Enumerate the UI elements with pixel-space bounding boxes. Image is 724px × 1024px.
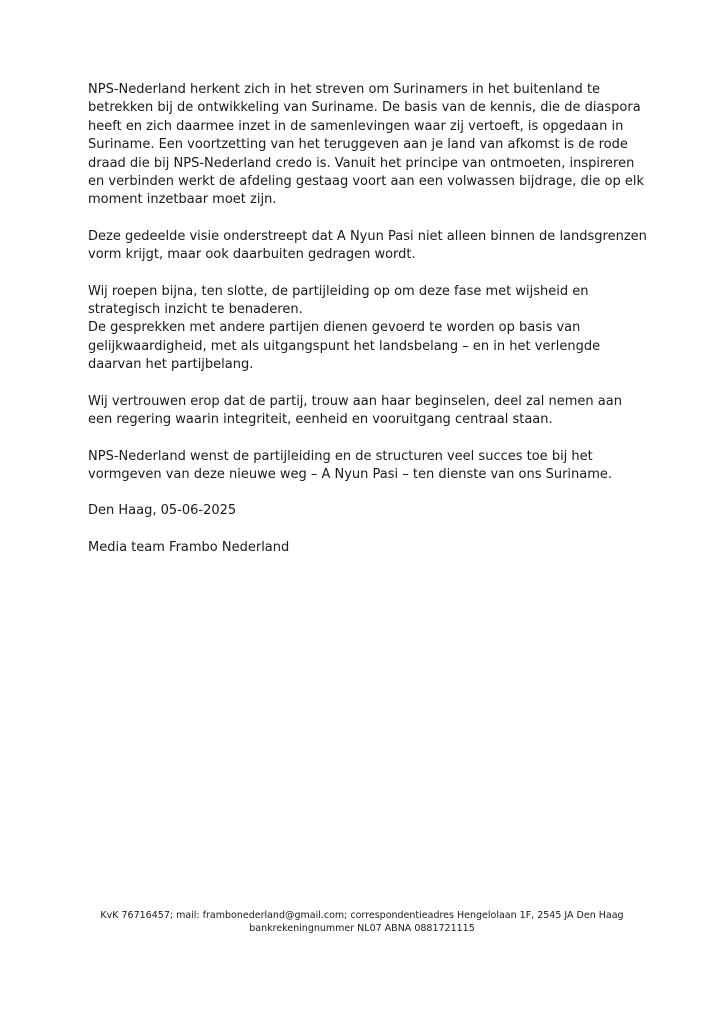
page-footer xyxy=(0,909,724,935)
paragraph-5: Wij vertrouwen erop dat de partij, trouw aan haar beginselen, deel zal nemen aan een regering waarin integriteit, eenheid en vooruitgang centraal staan. xyxy=(88,393,622,428)
place-date: Den Haag, 05-06-2025 xyxy=(88,503,237,519)
paragraph-6: NPS-Nederland wenst de partijleiding en de structuren veel succes toe bij het vormgeven van deze nieuwe weg – A Nyun Pasi – ten dienste van ons Suriname. xyxy=(88,448,613,482)
footer-company-info: KvK 76716457; mail: frambonederland@gmail.com; correspondentieadres Hengelolaan 1F, 2545 JA Den Haag xyxy=(100,910,624,921)
signature: Media team Frambo Nederland xyxy=(88,539,290,555)
document-body xyxy=(88,81,648,557)
paragraph-1: NPS-Nederland herkent zich in het streven om Surinamers in het buitenland te betrekken bij de ontwikkeling van Suriname. De basis van de kennis, die de diaspora heeft en zich daarmee inzet in de samenlevingen waar zij vertoeft, is opgedaan in Suriname. Een voortzetting van het teruggeven aan je land van afkomst is de rode draad die bij NPS-Nederland credo is. Vanuit het principe van ontmoeten, inspireren en verbinden werkt de afdeling gestaag voort aan een volwassen bijdrage, die op elk moment inzetbaar moet zijn. xyxy=(88,82,644,208)
paragraph-4: De gesprekken met andere partijen dienen gevoerd te worden op basis van gelijkwaardigheid, met als uitgangspunt het landsbelang – en in het verlengde daarvan het partijbelang. xyxy=(88,320,601,373)
paragraph-3: Wij roepen bijna, ten slotte, de partijleiding op om deze fase met wijsheid en strategisch inzicht te benaderen. xyxy=(88,283,589,318)
paragraph-2: Deze gedeelde visie onderstreept dat A Nyun Pasi niet alleen binnen de landsgrenzen vorm krijgt, maar ook daarbuiten gedragen wordt. xyxy=(88,228,647,263)
footer-bank-info: bankrekeningnummer NL07 ABNA 0881721115 xyxy=(249,923,475,934)
